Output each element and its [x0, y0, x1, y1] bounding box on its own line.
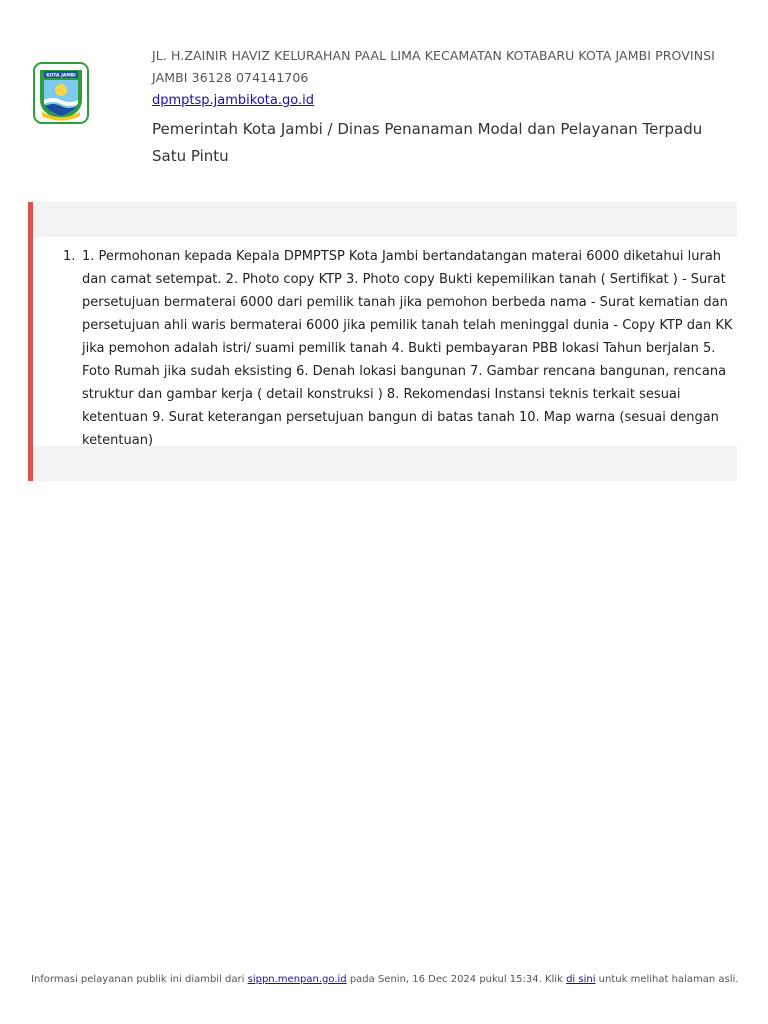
kota-jambi-logo: [33, 62, 89, 124]
requirements-content: [33, 237, 737, 446]
requirements-panel: [28, 202, 737, 481]
list-item: [33, 237, 737, 452]
footer: [31, 973, 751, 987]
svg-text:KOTA JAMBI: KOTA JAMBI: [46, 73, 76, 79]
office-address: JL. H.ZAINIR HAVIZ KELURAHAN PAAL LIMA KECAMATAN KOTABARU KOTA JAMBI PROVINSI JAMBI 36128 074141706: [152, 48, 715, 85]
original-page-link[interactable]: di sini: [566, 974, 596, 985]
header: [152, 45, 732, 170]
website-link[interactable]: dpmptsp.jambikota.go.id: [152, 93, 314, 108]
footer-middle: pada Senin, 16 Dec 2024 pukul 15:34. Klik: [349, 974, 563, 985]
requirements-list: [33, 237, 737, 452]
kota-jambi-emblem-icon: [33, 62, 89, 124]
list-item-number: 1.: [63, 249, 76, 264]
footer-suffix: untuk melihat halaman asli.: [598, 974, 739, 985]
organization-name: Pemerintah Kota Jambi / Dinas Penanaman Modal dan Pelayanan Terpadu Satu Pintu: [152, 120, 703, 165]
list-item-text: 1. Permohonan kepada Kepala DPMPTSP Kota Jambi bertandatangan materai 6000 diketahui lurah dan camat setempat. 2. Photo copy KTP 3. Photo copy Bukti kepemilikan tanah ( Sertifikat ) - Surat persetujuan bermaterai 6000 dari pemilik tanah jika pemohon berbeda nama - Surat kematian dan persetujuan ahli waris bermaterai 6000 jika pemilik tanah telah meninggal dunia - Copy KTP dan KK jika pemohon adalah istri/ suami pemilik tanah 4. Bukti pembayaran PBB lokasi Tahun berjalan 5. Foto Rumah jika sudah eksisting 6. Denah lokasi bangunan 7. Gambar rencana bangunan, rencana struktur dan gambar kerja ( detail konstruksi ) 8. Rekomendasi Instansi teknis terkait sesuai ketentuan 9. Surat keterangan persetujuan bangun di batas tanah 10. Map warna (sesuai dengan ketentuan): [82, 249, 733, 448]
source-link[interactable]: sippn.menpan.go.id: [247, 974, 347, 985]
footer-prefix: Informasi pelayanan publik ini diambil dari: [31, 974, 245, 985]
